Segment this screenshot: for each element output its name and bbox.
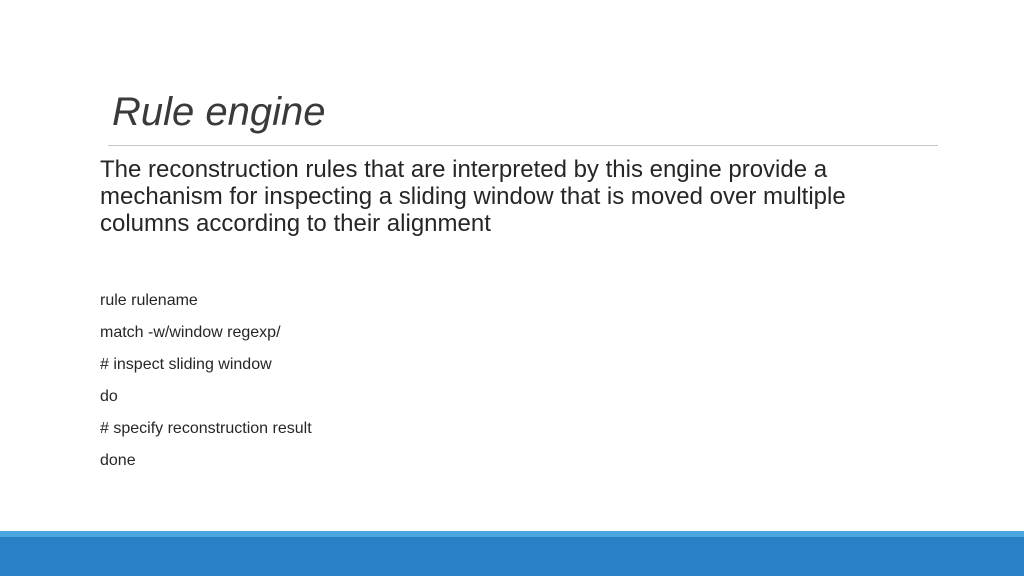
slide-title: Rule engine	[112, 90, 326, 134]
rule-syntax-line: match -w/window regexp/	[100, 324, 281, 341]
rule-syntax-line: rule rulename	[100, 292, 198, 309]
footer-band	[0, 537, 1024, 576]
rule-syntax-line: done	[100, 452, 136, 469]
rule-syntax-line: # specify reconstruction result	[100, 420, 312, 437]
rule-syntax-list	[100, 290, 312, 482]
intro-paragraph: The reconstruction rules that are interpreted by this engine provide a mechanism for inspecting a sliding window that is moved over multiple columns according to their alignment	[100, 156, 846, 237]
rule-syntax-line: do	[100, 388, 118, 405]
title-divider	[108, 145, 938, 146]
rule-syntax-line: # inspect sliding window	[100, 356, 272, 373]
